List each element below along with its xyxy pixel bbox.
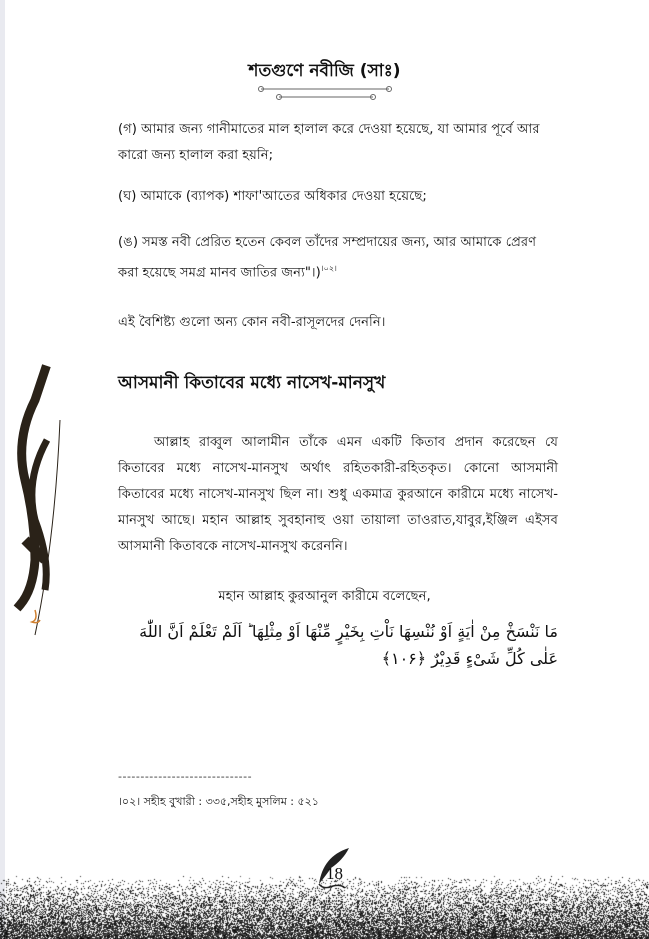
paragraph-text: (ঙ) সমস্ত নবী প্রেরিত হতেন কেবল তাঁদের সম্প্রদায়ের জন্য, আর আমাকে প্রেরণ করা হয়েছে সমগ্র মানব জাতির জন্য"।) xyxy=(118,235,537,281)
page-title: শতগুণে নবীজি (সাঃ) xyxy=(248,61,401,81)
paragraph-umo xyxy=(118,230,558,286)
section-heading: আসমানী কিতাবের মধ্যে নাসেখ-মানসুখ xyxy=(118,373,386,393)
arabic-verse: مَا نَنْسَخْ مِنْ اٰيَةٍ اَوْ نُنْسِهَا نَاْتِ بِخَيْرٍ مِّنْهَا اَوْ مِثْلِهَا ؕ اَلَمْ تَعْلَمْ اَنَّ اللّٰهَ عَلٰى كُلِّ شَیْءٍ قَدِیْرٌ ﴿۱۰۶﴾ xyxy=(139,622,558,668)
paragraph-summary: এই বৈশিষ্ট্য গুলো অন্য কোন নবী-রাসূলদের দেননি। xyxy=(118,315,386,330)
footnote-reference[interactable]: ।০২। xyxy=(320,264,337,273)
paragraph-ga: (গ) আমার জন্য গানীমাতের মাল হালাল করে দেওয়া হয়েছে, যা আমার পূর্বে আর কারো জন্য হালাল করা হয়নি; xyxy=(118,122,540,163)
title-ornament xyxy=(255,84,395,104)
footnote-separator: ------------------------------ xyxy=(118,770,253,783)
paragraph-gha: (ঘ) আমাকে (ব্যাপক) শাফা'আতের অধিকার দেওয়া হয়েছে; xyxy=(118,189,427,204)
section-body: আল্লাহ রাব্বুল আলামীন তাঁকে এমন একটি কিতাব প্রদান করেছেন যে কিতাবের মধ্যে নাসেখ-মানসুখ অর্থাৎ রহিতকারী-রহিতকৃত। কোনো আসমানী কিতাবের মধ্যে নাসেখ-মানসুখ ছিল না। শুধু একমাত্র কুরআনে কারীমে মধ্যে নাসেখ-মানসুখ আছে। মহান আল্লাহ সুবহানাহু ওয়া তায়ালা তাওরাত,যাবুর,ইঞ্জিল এইসব আসমানী কিতাবকে নাসেখ-মানসুখ করেননি। xyxy=(118,435,558,554)
quran-intro: মহান আল্লাহ কুরআনুল কারীমে বলেছেন, xyxy=(218,589,431,604)
footnote: ।০২। সহীহ বুখারী : ৩৩৫,সহীহ মুসলিম : ৫২১ xyxy=(118,795,319,808)
page-number: 18 xyxy=(326,864,343,883)
